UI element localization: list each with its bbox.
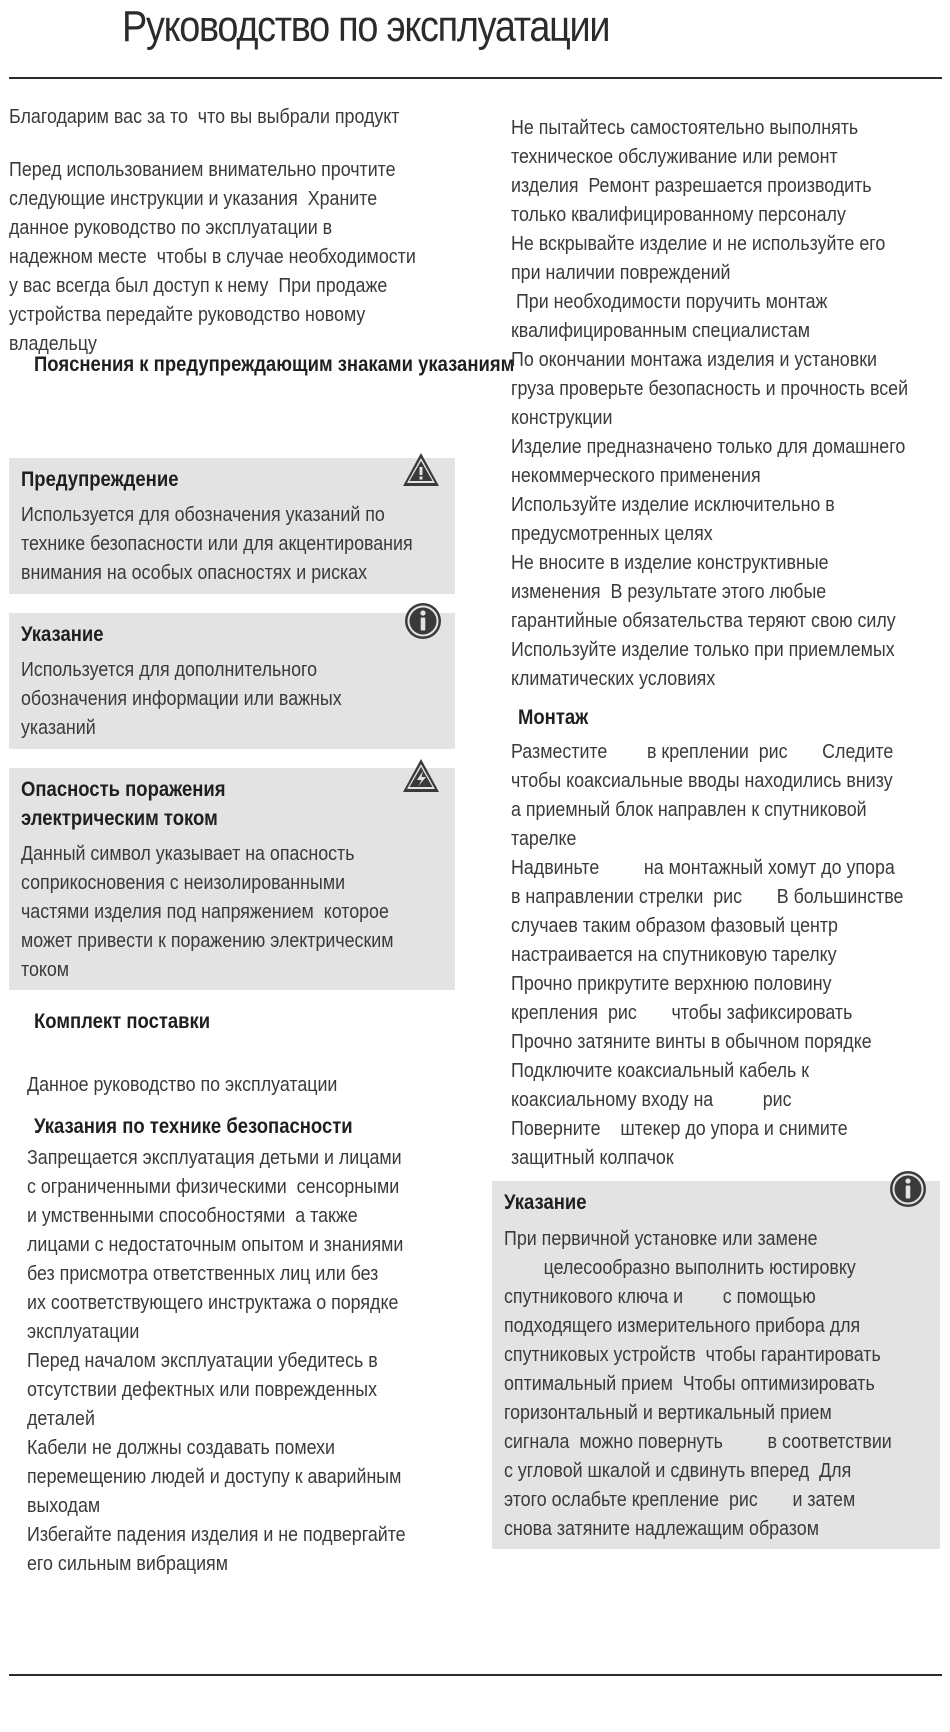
text-line: Перед началом эксплуатации убедитесь в <box>27 1349 378 1372</box>
text-line: чтобы коаксиальные вводы находились внизу <box>511 769 893 792</box>
text-line: лицами с недостаточным опытом и знаниями <box>27 1233 404 1256</box>
text-line: Не пытайтесь самостоятельно выполнять <box>511 116 859 139</box>
text-line: Не вносите в изделие конструктивные <box>511 551 829 574</box>
text-line: Кабели не должны создавать помехи <box>27 1436 336 1459</box>
text-line: тарелке <box>511 827 577 850</box>
shock-box <box>9 768 455 990</box>
text-line: у вас всегда был доступ к нему При продаже <box>9 274 388 297</box>
text-line: соприкосновения с неизолированными <box>21 871 346 894</box>
text-line: с угловой шкалой и сдвинуть вперед Для <box>504 1459 852 1482</box>
text-line: деталей <box>27 1407 95 1430</box>
text-line: подходящего измерительного прибора для <box>504 1314 861 1337</box>
text-line: Используйте изделие только при приемлемых <box>511 638 895 661</box>
text-line: конструкции <box>511 406 613 429</box>
text-line: гарантийные обязательства теряют свою силу <box>511 609 896 632</box>
text-line: и умственными способностями а также <box>27 1204 358 1227</box>
kit-list <box>27 1070 337 1099</box>
top-divider <box>9 77 942 79</box>
kit-heading: Комплект поставки <box>34 1010 211 1033</box>
text-line: этого ослабьте крепление рис и затем <box>504 1488 856 1511</box>
text-line: Благодарим вас за то что вы выбрали продукт <box>9 105 400 128</box>
text-line: горизонтальный и вертикальный прием <box>504 1401 832 1424</box>
note2-heading: Указание <box>504 1191 587 1214</box>
text-line: защитный колпачок <box>511 1146 674 1169</box>
text-line: Поверните штекер до упора и снимите <box>511 1117 848 1140</box>
warning-text <box>21 500 413 587</box>
text-line: надежном месте чтобы в случае необходимости <box>9 245 416 268</box>
text-line: эксплуатации <box>27 1320 140 1343</box>
text-line: электрическим током <box>21 807 218 830</box>
text-line: указаний <box>21 716 96 739</box>
page-title: Руководство по эксплуатации <box>122 2 610 51</box>
text-line: Используйте изделие исключительно в <box>511 493 835 516</box>
text-line: По окончании монтажа изделия и установки <box>511 348 877 371</box>
text-line: его сильным вибрациям <box>27 1552 228 1575</box>
text-line: снова затяните надлежащим образом <box>504 1517 819 1540</box>
text-line: техническое обслуживание или ремонт <box>511 145 838 168</box>
safety-heading: Указания по технике безопасности <box>34 1115 353 1138</box>
text-line: сигнала можно повернуть в соответствии <box>504 1430 892 1453</box>
text-line: Запрещается эксплуатация детьми и лицами <box>27 1146 402 1169</box>
text-line: Данный символ указывает на опасность <box>21 842 355 865</box>
mount-text <box>511 737 903 1172</box>
bottom-divider <box>9 1674 942 1676</box>
electric-shock-icon <box>401 756 441 796</box>
text-line: владельцу <box>9 332 97 355</box>
note-heading: Указание <box>21 623 104 646</box>
safety-continued-text <box>511 113 908 693</box>
note-text <box>21 655 342 742</box>
text-line: Используется для обозначения указаний по <box>21 503 385 526</box>
text-line: Разместите в креплении рис Следите <box>511 740 894 763</box>
text-line: Не вскрывайте изделие и не используйте его <box>511 232 886 255</box>
signs-heading <box>34 350 514 379</box>
text-line: квалифицированным специалистам <box>511 319 810 342</box>
info-icon <box>888 1169 928 1209</box>
text-line: технике безопасности или для акцентирования <box>21 532 413 555</box>
warning-box <box>9 458 455 594</box>
text-line: настраивается на спутниковую тарелку <box>511 943 837 966</box>
shock-heading <box>21 775 226 833</box>
text-line: только квалифицированному персоналу <box>511 203 846 226</box>
text-line: с ограниченными физическими сенсорными <box>27 1175 400 1198</box>
text-line: некоммерческого применения <box>511 464 761 487</box>
text-line: отсутствии дефектных или поврежденных <box>27 1378 378 1401</box>
text-line: предусмотренных целях <box>511 522 713 545</box>
text-line: Пояснения к предупреждающим знакам <box>34 353 402 376</box>
text-line: током <box>21 958 70 981</box>
text-line: Перед использованием внимательно прочтите <box>9 158 396 181</box>
text-line: При первичной установке или замене <box>504 1227 818 1250</box>
text-line: Используется для дополнительного <box>21 658 318 681</box>
text-line: спутниковых устройств чтобы гарантировать <box>504 1343 881 1366</box>
note2-box <box>492 1181 940 1549</box>
text-line: груза проверьте безопасность и прочность всей <box>511 377 909 400</box>
text-line: может привести к поражению электрическим <box>21 929 394 952</box>
instructions-paragraph <box>9 155 416 358</box>
warning-triangle-icon <box>401 450 441 490</box>
text-line: целесообразно выполнить юстировку <box>504 1256 856 1279</box>
text-line: данное руководство по эксплуатации в <box>9 216 333 239</box>
text-line: устройства передайте руководство новому <box>9 303 366 326</box>
text-line: их соответствующего инструктажа о порядке <box>27 1291 399 1314</box>
note-box <box>9 613 455 749</box>
mount-heading: Монтаж <box>518 706 589 729</box>
shock-text <box>21 839 394 984</box>
text-line: При необходимости поручить монтаж <box>511 290 828 313</box>
note2-text <box>504 1224 892 1543</box>
text-line: спутникового ключа и с помощью <box>504 1285 816 1308</box>
text-line: климатических условиях <box>511 667 716 690</box>
safety-text <box>27 1143 406 1578</box>
text-line: без присмотра ответственных лиц или без <box>27 1262 379 1285</box>
text-line: Прочно прикрутите верхнюю половину <box>511 972 832 995</box>
text-line: Опасность поражения <box>21 778 226 801</box>
intro-paragraph <box>9 102 399 131</box>
text-line: изменения В результате этого любые <box>511 580 827 603</box>
text-line: крепления рис чтобы зафиксировать <box>511 1001 853 1024</box>
warning-heading: Предупреждение <box>21 468 179 491</box>
info-icon <box>403 601 443 641</box>
text-line: коаксиальному входу на рис <box>511 1088 792 1111</box>
text-line: и указаниям <box>401 353 515 376</box>
text-line: в направлении стрелки рис В большинстве <box>511 885 904 908</box>
text-line: Подключите коаксиальный кабель к <box>511 1059 810 1082</box>
text-line: оптимальный прием Чтобы оптимизировать <box>504 1372 875 1395</box>
text-line: а приемный блок направлен к спутниковой <box>511 798 867 821</box>
text-line: Данное руководство по эксплуатации <box>27 1073 338 1096</box>
text-line: Изделие предназначено только для домашнего <box>511 435 906 458</box>
text-line: перемещению людей и доступу к аварийным <box>27 1465 402 1488</box>
text-line: внимания на особых опасностях и рисках <box>21 561 368 584</box>
text-line: частями изделия под напряжением которое <box>21 900 389 923</box>
text-line: Избегайте падения изделия и не подвергайте <box>27 1523 406 1546</box>
text-line: изделия Ремонт разрешается производить <box>511 174 872 197</box>
text-line: при наличии повреждений <box>511 261 731 284</box>
text-line: выходам <box>27 1494 101 1517</box>
text-line: обозначения информации или важных <box>21 687 342 710</box>
text-line: случаев таким образом фазовый центр <box>511 914 838 937</box>
text-line: Надвиньте на монтажный хомут до упора <box>511 856 895 879</box>
text-line: Прочно затяните винты в обычном порядке <box>511 1030 872 1053</box>
text-line: следующие инструкции и указания Храните <box>9 187 378 210</box>
